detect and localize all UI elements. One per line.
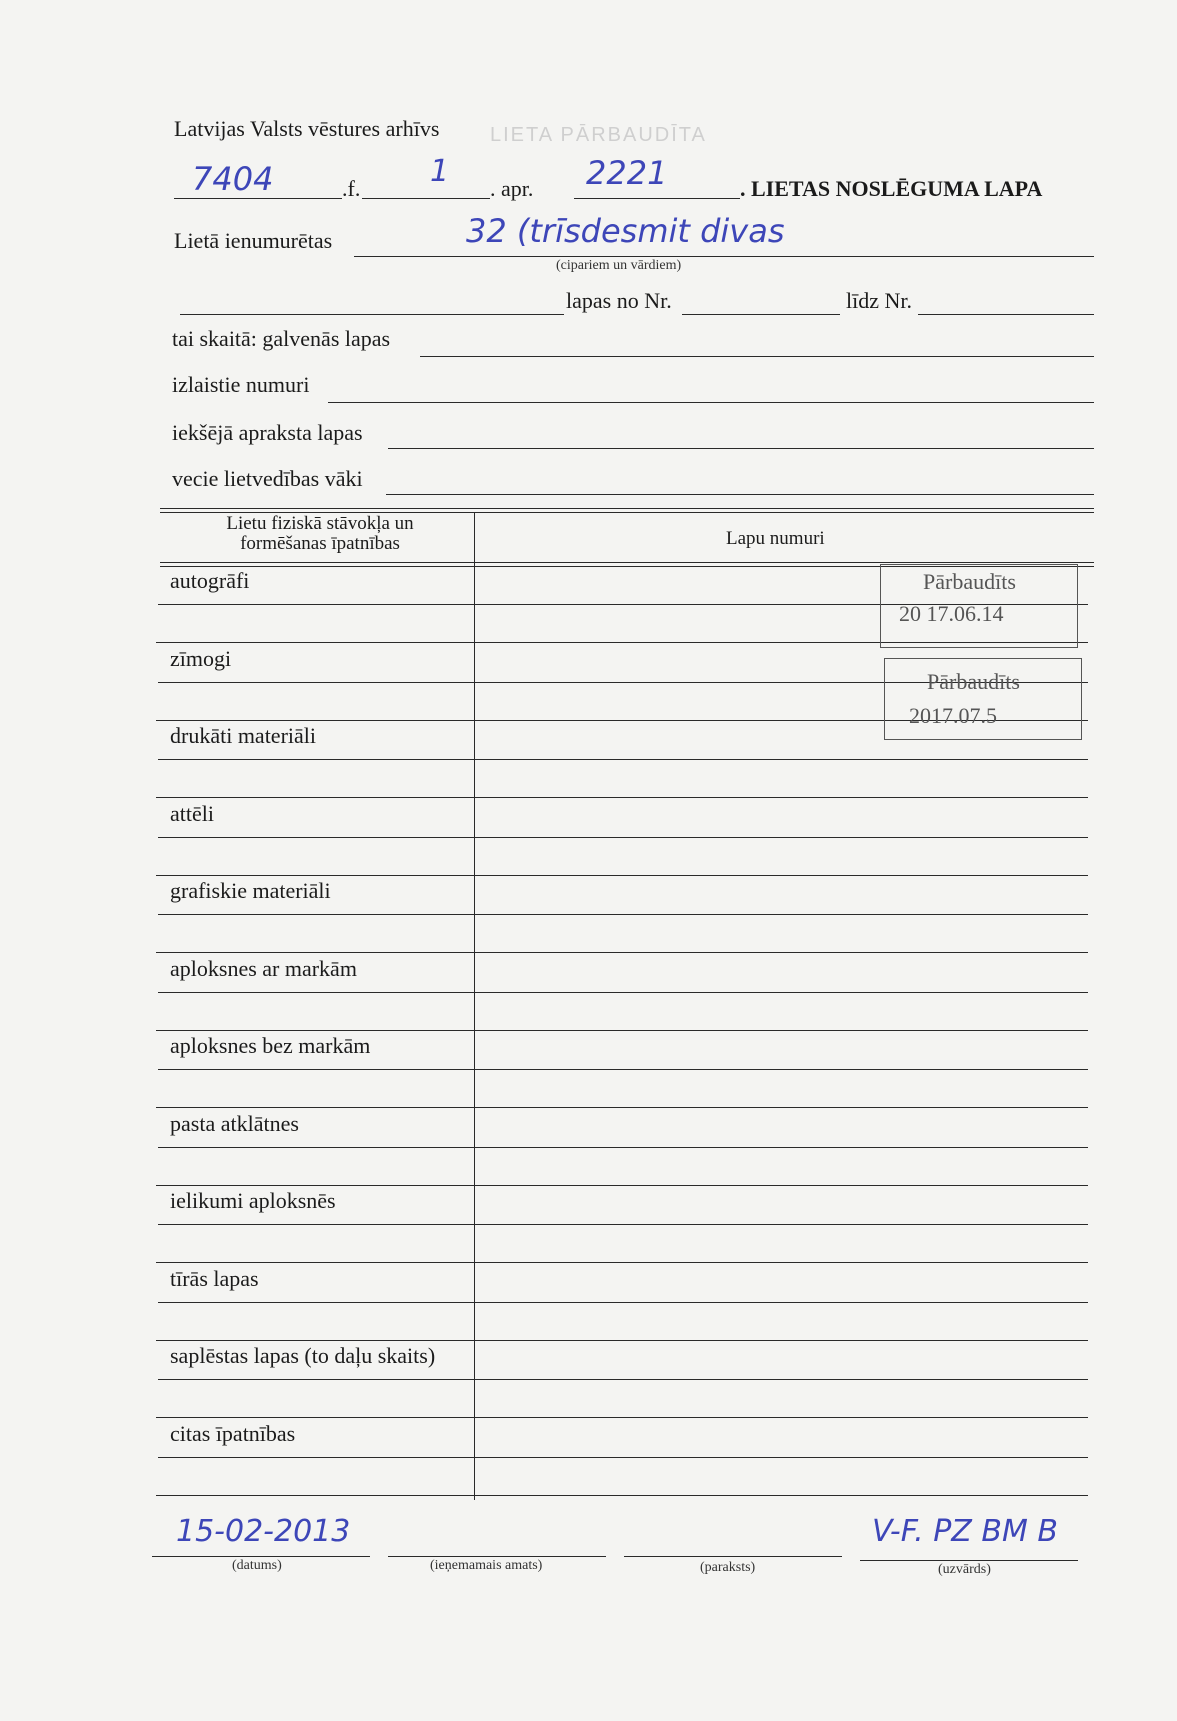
table-row-label: aploksnes bez markām [170, 1033, 371, 1058]
table-row-label: aploksnes ar markām [170, 955, 357, 981]
table-row-label: zīmogi [170, 645, 232, 671]
table-top-line [160, 508, 1094, 509]
table-row-mid-line [158, 992, 1088, 993]
numbered-underline [354, 256, 1094, 257]
pages-from-label: lapas no Nr. [566, 288, 672, 313]
document-title: . LIETAS NOSLĒGUMA LAPA [740, 176, 1043, 201]
apr-underline [362, 198, 490, 199]
lieta-underline [574, 198, 740, 199]
table-row-label: citas īpatnības [170, 1420, 296, 1446]
table-row-label: grafiskie materiāli [170, 878, 331, 903]
table-row-mid-line [158, 1302, 1088, 1303]
signature-caption: (paraksts) [700, 1560, 756, 1575]
table-row-mid-line [158, 759, 1088, 760]
table-column-divider [474, 512, 475, 1500]
table-row-bottom-line [156, 875, 1088, 876]
surname-handwritten: V-F. PZ BM B [872, 1514, 1058, 1549]
table-row-mid-line [158, 1147, 1088, 1148]
old-covers-underline [386, 494, 1094, 495]
table-row-mid-line [158, 837, 1088, 838]
table-row-bottom-line [156, 1030, 1088, 1031]
old-covers-label: vecie lietvedības vāki [172, 466, 363, 491]
table-row-bottom-line [156, 1417, 1088, 1418]
stamp-1-title: Pārbaudīts [923, 569, 1016, 594]
archive-name: Latvijas Valsts vēstures arhīvs [174, 116, 440, 141]
col1-header: Lietu fiziskā stāvokļa un formēšanas īpatnības [226, 513, 414, 554]
stamp-1-date: 20 17.06.14 [899, 601, 1004, 626]
fonds-number: 7404 [192, 160, 274, 198]
table-row-mid-line [158, 1069, 1088, 1070]
position-underline [388, 1556, 606, 1557]
fonds-underline [174, 198, 342, 199]
numbered-label: Lietā ienumurētas [174, 228, 333, 253]
table-row-label: saplēstas lapas (to daļu skaits) [170, 1343, 436, 1368]
stamp-2-date: 2017.07.5 [909, 703, 997, 728]
date-caption: (datums) [232, 1558, 282, 1573]
internal-desc-underline [388, 448, 1094, 449]
table-row-bottom-line [156, 1262, 1088, 1263]
table-row-label: attēli [170, 800, 214, 826]
surname-underline [860, 1560, 1078, 1561]
table-row-label: ielikumi aploksnēs [170, 1188, 336, 1213]
internal-desc-label: iekšējā apraksta lapas [172, 420, 363, 445]
table-row-mid-line [158, 1379, 1088, 1380]
date-underline [152, 1556, 370, 1557]
table-row-bottom-line [156, 1185, 1088, 1186]
table-row-mid-line [158, 914, 1088, 915]
main-pages-label: tai skaitā: galvenās lapas [172, 326, 391, 351]
apr-number: 1 [430, 154, 450, 189]
pages-count-underline [180, 314, 564, 315]
signature-underline [624, 1556, 842, 1557]
missing-numbers-label: izlaistie numuri [172, 372, 310, 397]
pages-from-underline [682, 314, 840, 315]
table-row-label: pasta atklātnes [170, 1110, 299, 1136]
apr-label: . apr. [490, 176, 534, 201]
verification-stamp-1 [880, 564, 1078, 648]
table-row-mid-line [158, 1457, 1088, 1458]
stamp-2-title: Pārbaudīts [927, 669, 1020, 694]
table-row-bottom-line [156, 1495, 1088, 1496]
table-row-bottom-line [156, 1340, 1088, 1341]
numbered-hint: (cipariem un vārdiem) [556, 258, 682, 273]
bleed-through-text: LIETA PĀRBAUDĪTA [490, 124, 707, 146]
lieta-number: 2221 [586, 154, 668, 192]
fonds-suffix: .f. [342, 176, 361, 201]
to-underline [918, 314, 1094, 315]
signed-date: 15-02-2013 [176, 1514, 351, 1549]
table-row-mid-line [158, 1224, 1088, 1225]
table-row-label: tīrās lapas [170, 1265, 259, 1291]
to-label: līdz Nr. [846, 288, 912, 313]
table-row-bottom-line [156, 952, 1088, 953]
table-row-label: drukāti materiāli [170, 723, 316, 748]
table-row-bottom-line [156, 797, 1088, 798]
surname-caption: (uzvārds) [938, 1562, 991, 1577]
position-caption: (ieņemamais amats) [430, 1558, 543, 1573]
col2-header: Lapu numuri [726, 528, 825, 549]
header-bottom-line [160, 562, 1094, 563]
table-row-label: autogrāfi [170, 568, 250, 593]
table-row-bottom-line [156, 1107, 1088, 1108]
missing-numbers-underline [328, 402, 1094, 403]
verification-stamp-2 [884, 658, 1082, 740]
numbered-count: 32 (trīsdesmit divas [466, 212, 785, 250]
main-pages-underline [420, 356, 1094, 357]
